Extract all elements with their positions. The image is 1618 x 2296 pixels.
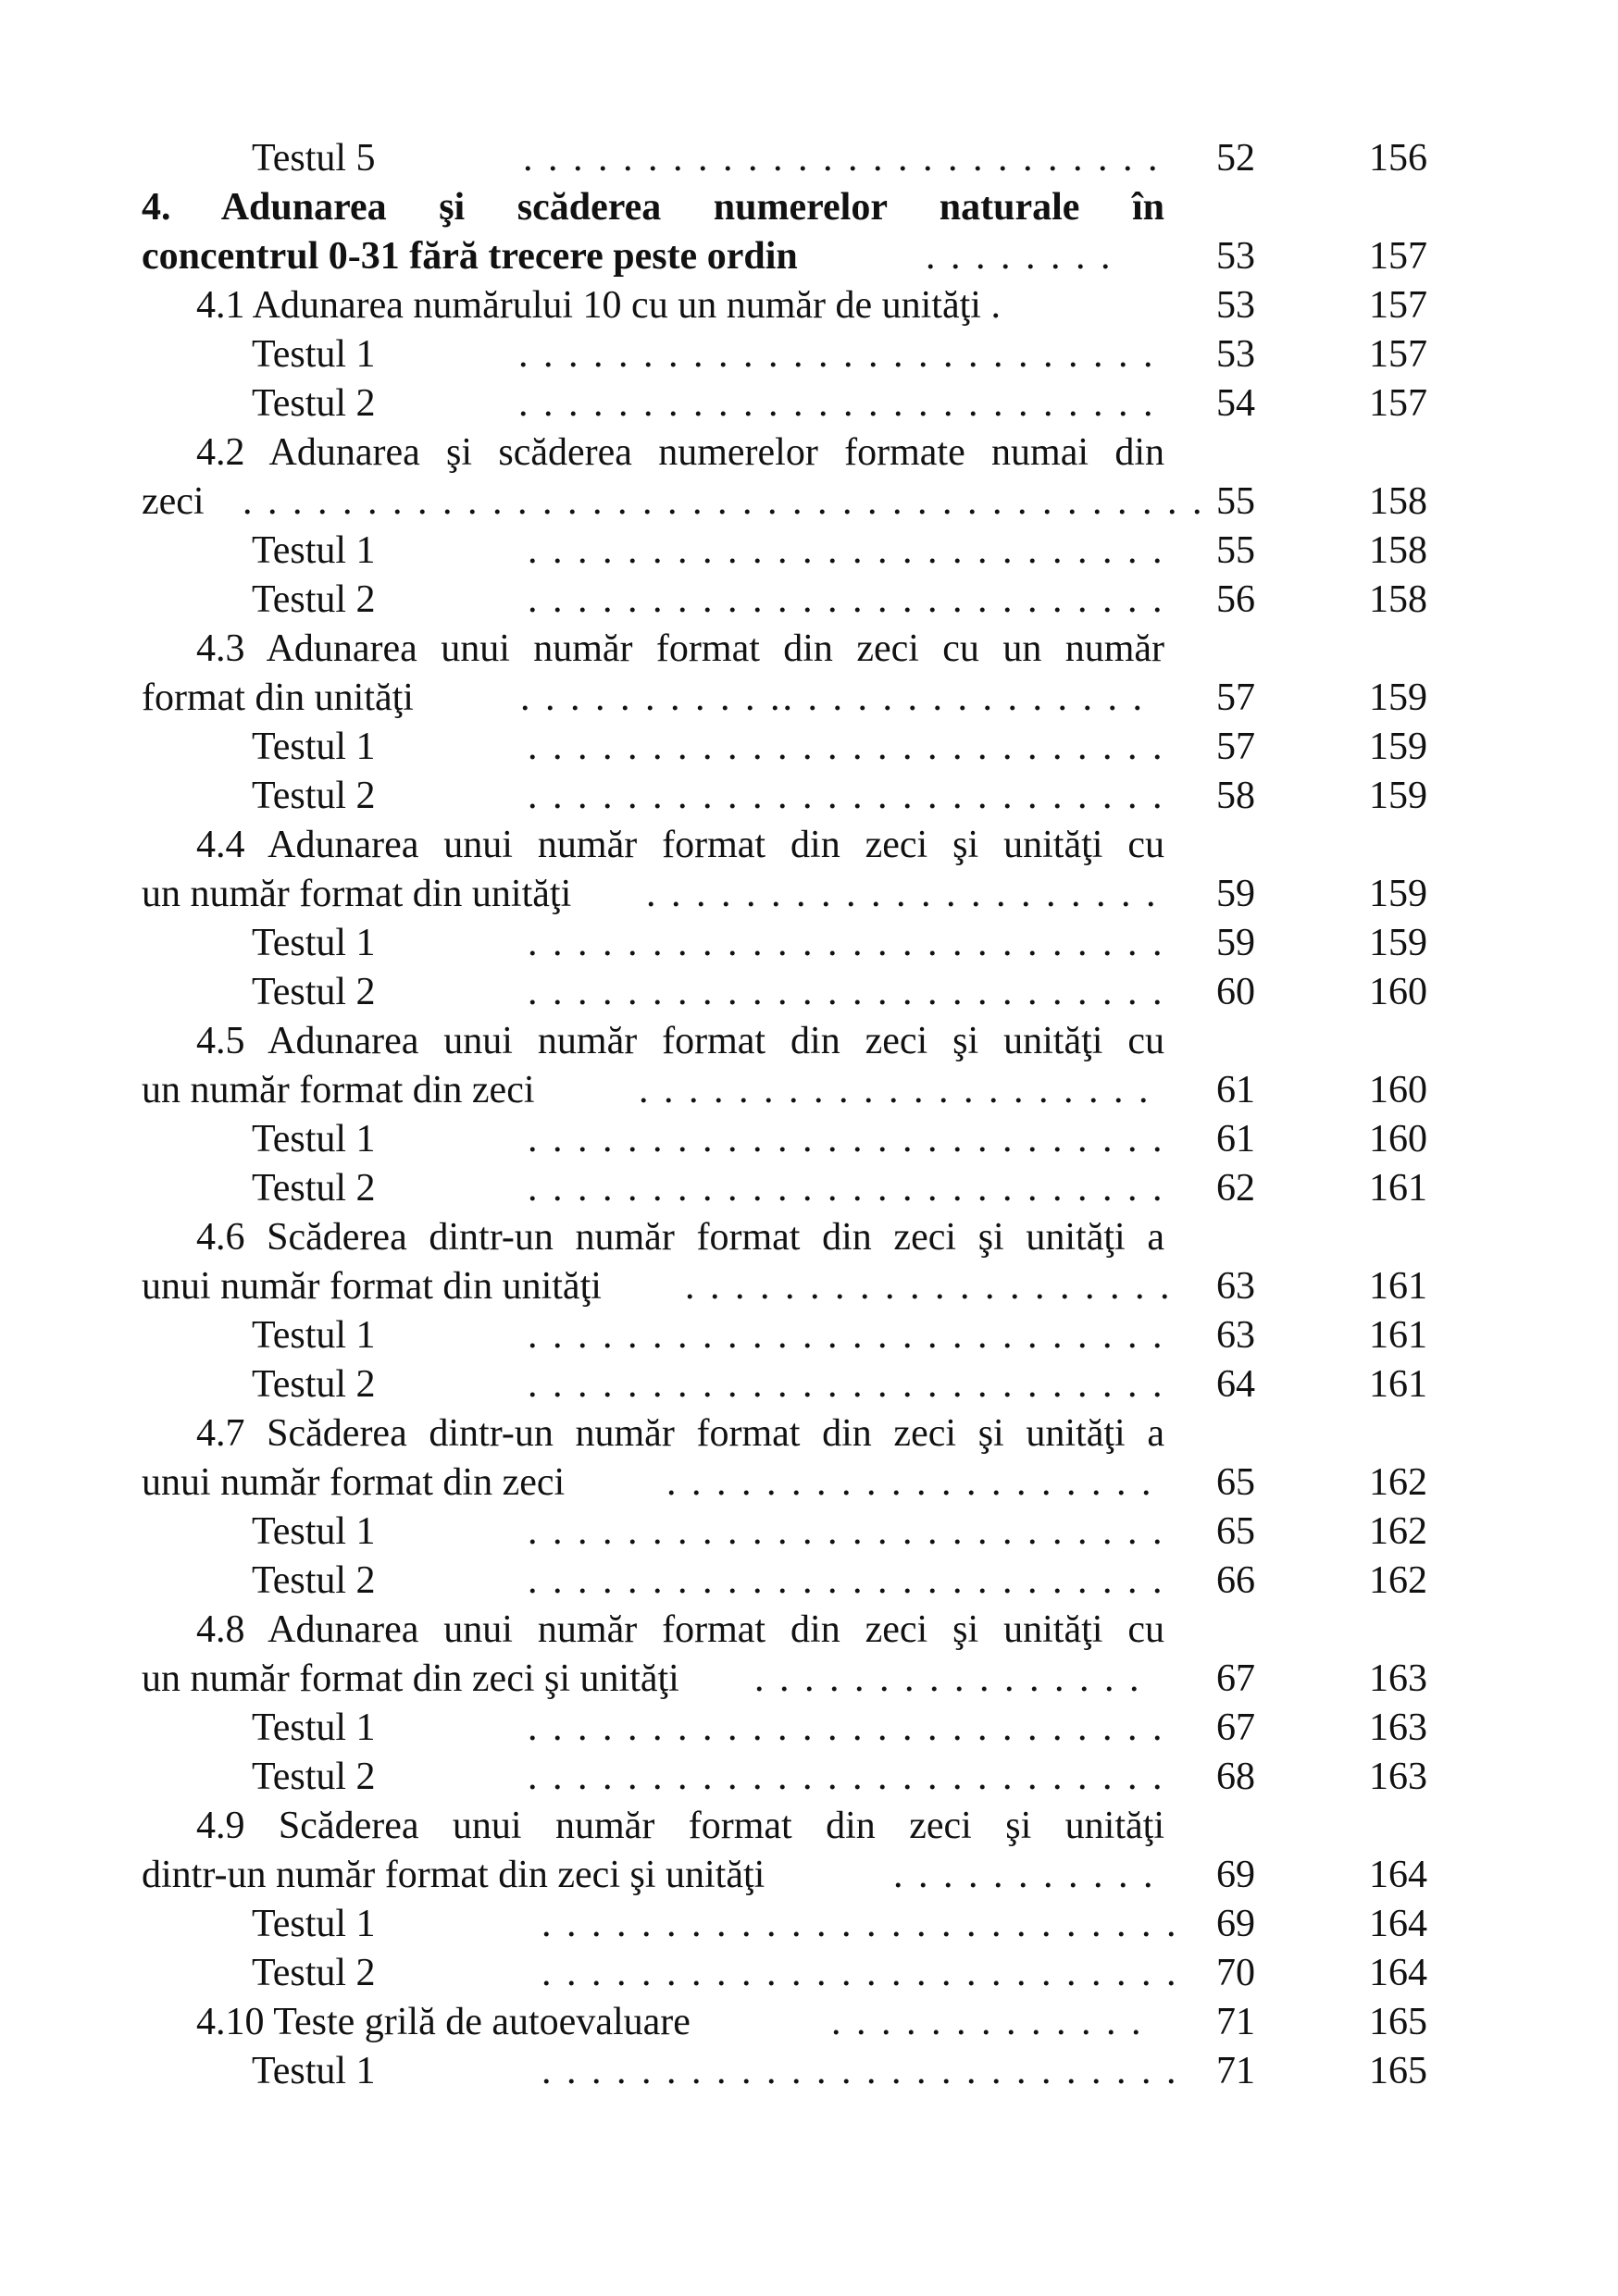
page-number-answers: 157 <box>1369 382 1427 425</box>
page-number-answers: 160 <box>1369 1118 1427 1160</box>
toc-entry <box>0 232 1618 281</box>
toc-entry-title: 4.2 Adunarea şi scăderea numerelor formate numai din <box>196 431 1164 474</box>
toc-entry-title: Testul 1 <box>252 2050 376 2092</box>
page-number-answers: 157 <box>1369 235 1427 278</box>
page-number-exercises: 62 <box>1216 1167 1255 1210</box>
dot-leader: . . . . . . . . . . . . . . . . . . . . . . . . . . <box>518 382 1156 425</box>
toc-entry-title: unui număr format din unităţi <box>142 1265 602 1308</box>
page-number-answers: 165 <box>1369 2001 1427 2043</box>
page-number-answers: 162 <box>1369 1559 1427 1602</box>
toc-section-heading <box>0 1802 1618 1851</box>
toc-entry-title: Testul 2 <box>252 578 376 621</box>
dot-leader: . . . . . . . . . . . . . . . . . . . . . . . . . . <box>528 1363 1165 1406</box>
toc-entry <box>0 1557 1618 1606</box>
toc-entry-title: 4.8 Adunarea unui număr format din zeci şi unităţi cu <box>196 1608 1164 1651</box>
toc-entry <box>0 870 1618 919</box>
dot-leader: . . . . . . . . . . . . . . . . . . . . . . . . . . <box>518 333 1156 376</box>
dot-leader: . . . . . . . . . . . . . . . . . . . . . . . . . . <box>541 2050 1179 2092</box>
toc-entry-title: Testul 1 <box>252 726 376 768</box>
page-number-answers: 160 <box>1369 971 1427 1013</box>
page-number-answers: 162 <box>1369 1510 1427 1553</box>
page-number-answers: 163 <box>1369 1756 1427 1798</box>
page-number-exercises: 71 <box>1216 2050 1255 2092</box>
toc-entry <box>0 1949 1618 1998</box>
toc-entry <box>0 1164 1618 1213</box>
toc-entry-title: 4.9 Scăderea unui număr format din zeci şi unităţi <box>196 1805 1164 1847</box>
page-number-answers: 161 <box>1369 1265 1427 1308</box>
page-number-exercises: 69 <box>1216 1903 1255 1945</box>
dot-leader: . . . . . . . . . . . . . . . . . . . . . . . . . . <box>541 1952 1179 1994</box>
table-of-contents <box>0 134 1618 2096</box>
dot-leader: . . . . . . . . . . . <box>893 1854 1156 1896</box>
page-number-answers: 159 <box>1369 726 1427 768</box>
page-number-exercises: 57 <box>1216 676 1255 719</box>
dot-leader: . . . . . . . . . . . . . . . . . . . . . . . . . . <box>528 971 1165 1013</box>
toc-entry <box>0 1360 1618 1409</box>
page-number-exercises: 60 <box>1216 971 1255 1013</box>
page-number-exercises: 52 <box>1216 137 1255 180</box>
toc-entry <box>0 1066 1618 1115</box>
dot-leader: . . . . . . . . . . . . . . . . . . . . . . . . . . <box>528 775 1165 817</box>
page-number-exercises: 68 <box>1216 1756 1255 1798</box>
page-number-answers: 164 <box>1369 1854 1427 1896</box>
page-number-answers: 156 <box>1369 137 1427 180</box>
toc-entry <box>0 674 1618 723</box>
page-number-exercises: 61 <box>1216 1069 1255 1111</box>
toc-entry-title: Testul 2 <box>252 1363 376 1406</box>
toc-entry-title: Testul 1 <box>252 1510 376 1553</box>
toc-entry-title: Testul 2 <box>252 775 376 817</box>
dot-leader: . . . . . . . . . . . . . . . . . . . . . . . . . . <box>528 1559 1165 1602</box>
toc-entry <box>0 2047 1618 2096</box>
dot-leader: . . . . . . . . . . . . . . . . . . . . . . . . . . <box>528 578 1165 621</box>
toc-entry-title: 4.3 Adunarea unui număr format din zeci cu un număr <box>196 627 1164 670</box>
toc-entry-title: Testul 1 <box>252 1118 376 1160</box>
toc-entry <box>0 1704 1618 1753</box>
dot-leader: . . . . . . . . . . . . . . . . . . . . . . . . . . <box>528 922 1165 964</box>
toc-entry <box>0 1311 1618 1360</box>
page-number-answers: 158 <box>1369 480 1427 523</box>
page-number-answers: 159 <box>1369 775 1427 817</box>
dot-leader: . . . . . . . . . . . . . . . . . . . . . . . . . . <box>523 137 1161 180</box>
page-number-exercises: 59 <box>1216 873 1255 915</box>
dot-leader: . . . . . . . . . . . . . . . . . . . . . <box>646 873 1159 915</box>
page-number-exercises: 65 <box>1216 1461 1255 1504</box>
page-number-answers: 163 <box>1369 1706 1427 1749</box>
page-number-exercises: 59 <box>1216 922 1255 964</box>
toc-entry <box>0 330 1618 379</box>
dot-leader: . . . . . . . . . . . . . . . . . . . . . . . . . . <box>528 1118 1165 1160</box>
toc-entry <box>0 527 1618 576</box>
toc-entry-title: Testul 2 <box>252 1167 376 1210</box>
page-number-answers: 161 <box>1369 1363 1427 1406</box>
toc-entry <box>0 1998 1618 2047</box>
page-number-exercises: 56 <box>1216 578 1255 621</box>
dot-leader: . . . . . . . . . . . . . <box>831 2001 1144 2043</box>
toc-entry <box>0 379 1618 428</box>
page-number-answers: 159 <box>1369 676 1427 719</box>
page-number-answers: 159 <box>1369 873 1427 915</box>
toc-entry-title: Testul 1 <box>252 333 376 376</box>
dot-leader: . . . . . . . . . . . . . . . . . . . . . . . . . . <box>528 529 1165 572</box>
toc-entry <box>0 1753 1618 1802</box>
toc-entry <box>0 281 1618 330</box>
page-number-exercises: 66 <box>1216 1559 1255 1602</box>
toc-entry <box>0 723 1618 772</box>
page-number-answers: 158 <box>1369 529 1427 572</box>
toc-entry <box>0 1508 1618 1557</box>
dot-leader: . . . . . . . . . . . . . . . . . . . . . . . . . . <box>528 1167 1165 1210</box>
toc-section-heading <box>0 625 1618 674</box>
toc-entry-title: 4.6 Scăderea dintr-un număr format din zeci şi unităţi a <box>196 1216 1164 1259</box>
dot-leader: . . . . . . . . . . . . . . . . . . . . . . . . . . <box>528 1314 1165 1357</box>
toc-chapter-heading <box>0 183 1618 232</box>
toc-entry <box>0 1458 1618 1508</box>
toc-entry-title: Testul 2 <box>252 1559 376 1602</box>
page-number-exercises: 63 <box>1216 1314 1255 1357</box>
toc-entry-title: concentrul 0-31 fără trecere peste ordin <box>142 235 798 278</box>
dot-leader: . . . . . . . . . . .. . . . . . . . . . . . . . . <box>520 676 1145 719</box>
toc-entry-title: Testul 2 <box>252 971 376 1013</box>
page-number-answers: 159 <box>1369 922 1427 964</box>
page-number-answers: 160 <box>1369 1069 1427 1111</box>
toc-section-heading <box>0 1017 1618 1066</box>
dot-leader: . . . . . . . . . . . . . . . . . . . . <box>685 1265 1173 1308</box>
toc-entry <box>0 1115 1618 1164</box>
dot-leader: . . . . . . . . . . . . . . . . . . . . . . . . . . <box>528 1756 1165 1798</box>
page-number-exercises: 69 <box>1216 1854 1255 1896</box>
toc-entry <box>0 1851 1618 1900</box>
toc-entry-title: 4.4 Adunarea unui număr format din zeci şi unităţi cu <box>196 824 1164 866</box>
dot-leader: . . . . . . . . . . . . . . . . . . . . <box>666 1461 1154 1504</box>
toc-section-heading <box>0 428 1618 478</box>
toc-entry <box>0 134 1618 183</box>
page-number-answers: 162 <box>1369 1461 1427 1504</box>
toc-entry <box>0 1900 1618 1949</box>
toc-entry-title: unui număr format din zeci <box>142 1461 566 1504</box>
toc-entry <box>0 968 1618 1017</box>
page-number-exercises: 54 <box>1216 382 1255 425</box>
toc-entry-title: un număr format din zeci <box>142 1069 535 1111</box>
page-number-exercises: 53 <box>1216 235 1255 278</box>
page-number-exercises: 57 <box>1216 726 1255 768</box>
page-number-exercises: 65 <box>1216 1510 1255 1553</box>
dot-leader: . . . . . . . . <box>926 235 1114 278</box>
toc-entry-title: zeci <box>142 480 205 523</box>
toc-entry <box>0 576 1618 625</box>
dot-leader: . . . . . . . . . . . . . . . . . . . . . . . . . . <box>541 1903 1179 1945</box>
toc-entry <box>0 478 1618 527</box>
toc-entry-title: 4.10 Teste grilă de autoevaluare <box>196 2001 691 2043</box>
page-number-answers: 161 <box>1369 1314 1427 1357</box>
toc-entry-title: format din unităţi <box>142 676 414 719</box>
dot-leader: . . . . . . . . . . . . . . . . . . . . . . . . . . <box>528 1706 1165 1749</box>
toc-entry-title: 4.1 Adunarea numărului 10 cu un număr de unităţi . <box>196 284 1001 327</box>
toc-entry-title: Testul 2 <box>252 382 376 425</box>
toc-entry-title: Testul 2 <box>252 1952 376 1994</box>
page-number-answers: 163 <box>1369 1657 1427 1700</box>
toc-entry-title: 4.7 Scăderea dintr-un număr format din zeci şi unităţi a <box>196 1412 1164 1455</box>
toc-entry-title: un număr format din zeci şi unităţi <box>142 1657 679 1700</box>
page-number-exercises: 61 <box>1216 1118 1255 1160</box>
page-number-exercises: 53 <box>1216 333 1255 376</box>
toc-entry <box>0 919 1618 968</box>
toc-entry-title: dintr-un număr format din zeci şi unităţi <box>142 1854 765 1896</box>
toc-entry <box>0 1655 1618 1704</box>
dot-leader: . . . . . . . . . . . . . . . . . . . . . . . . . . <box>528 1510 1165 1553</box>
dot-leader: . . . . . . . . . . . . . . . . . . . . . <box>639 1069 1151 1111</box>
page-number-answers: 157 <box>1369 333 1427 376</box>
page-number-exercises: 64 <box>1216 1363 1255 1406</box>
page-number-answers: 165 <box>1369 2050 1427 2092</box>
page-number-exercises: 53 <box>1216 284 1255 327</box>
toc-entry-title: Testul 5 <box>252 137 376 180</box>
toc-entry-title: Testul 1 <box>252 1706 376 1749</box>
page-number-exercises: 63 <box>1216 1265 1255 1308</box>
page-number-answers: 158 <box>1369 578 1427 621</box>
page-number-exercises: 55 <box>1216 480 1255 523</box>
toc-section-heading <box>0 1213 1618 1262</box>
toc-entry-title: Testul 1 <box>252 1314 376 1357</box>
toc-entry-title: Testul 1 <box>252 922 376 964</box>
page-number-answers: 161 <box>1369 1167 1427 1210</box>
page-number-exercises: 67 <box>1216 1706 1255 1749</box>
toc-section-heading <box>0 1606 1618 1655</box>
toc-entry-title: Testul 2 <box>252 1756 376 1798</box>
page-number-answers: 164 <box>1369 1903 1427 1945</box>
toc-entry-title: Testul 1 <box>252 529 376 572</box>
page-number-exercises: 71 <box>1216 2001 1255 2043</box>
page-number-exercises: 67 <box>1216 1657 1255 1700</box>
page-number-answers: 164 <box>1369 1952 1427 1994</box>
toc-entry-title: Testul 1 <box>252 1903 376 1945</box>
toc-section-heading <box>0 821 1618 870</box>
dot-leader: . . . . . . . . . . . . . . . . <box>754 1657 1142 1700</box>
page-number-exercises: 70 <box>1216 1952 1255 1994</box>
page-number-exercises: 58 <box>1216 775 1255 817</box>
toc-entry-title: un număr format din unităţi <box>142 873 572 915</box>
page-number-exercises: 55 <box>1216 529 1255 572</box>
dot-leader: . . . . . . . . . . . . . . . . . . . . . . . . . . <box>528 726 1165 768</box>
toc-entry-title: 4. Adunarea şi scăderea numerelor naturale în <box>142 186 1164 229</box>
toc-entry <box>0 772 1618 821</box>
dot-leader: . . . . . . . . . . . . . . . . . . . . . . . . . . . . . . . . . . . . . . . <box>243 480 1205 523</box>
toc-entry <box>0 1262 1618 1311</box>
toc-section-heading <box>0 1409 1618 1458</box>
toc-entry-title: 4.5 Adunarea unui număr format din zeci şi unităţi cu <box>196 1020 1164 1062</box>
page-number-answers: 157 <box>1369 284 1427 327</box>
